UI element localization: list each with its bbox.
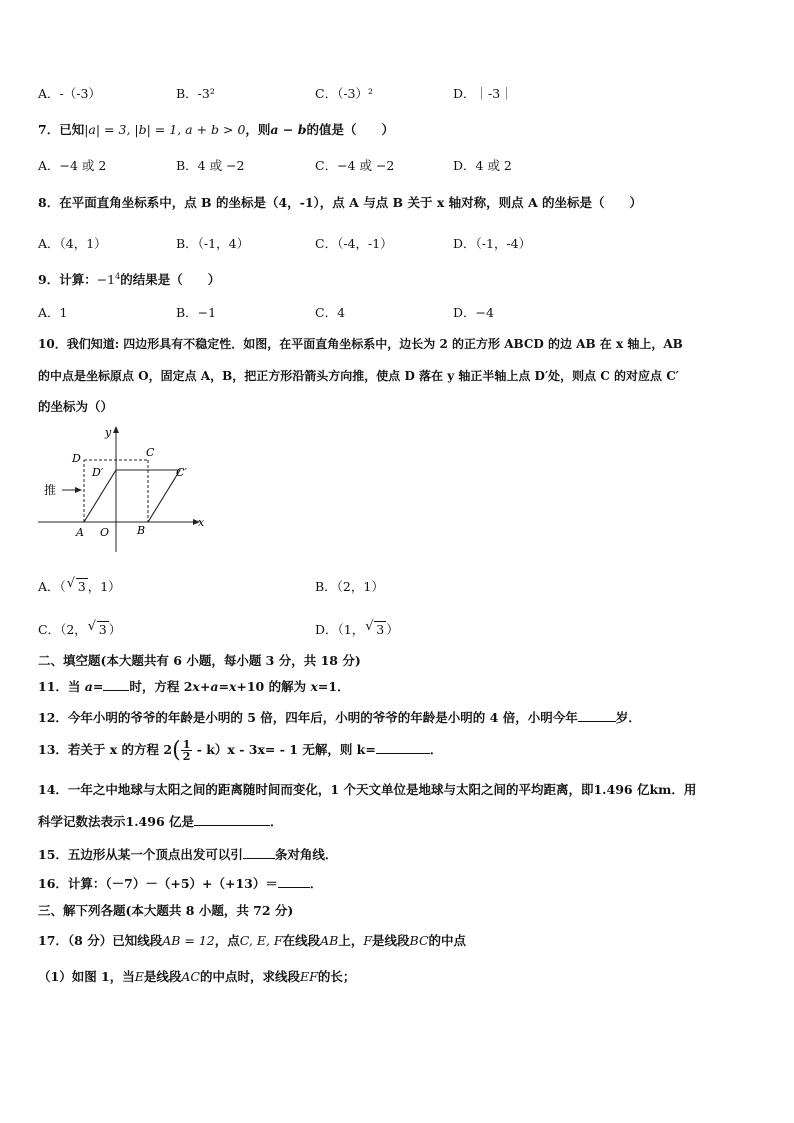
- question-8: 8．在平面直角坐标系中，点 B 的坐标是（4，-1），点 A 与点 B 关于 x 轴对称，则点 A 的坐标是（ ）: [38, 195, 643, 210]
- q11-text-2: =: [92, 679, 104, 694]
- q7-condition: |a| = 3, |b| = 1, a + b > 0: [84, 122, 246, 137]
- question-7: [38, 120, 394, 138]
- q17-1-suffix: 的长；: [317, 969, 356, 984]
- q7-option-d: D．4 或 2: [453, 158, 512, 173]
- q9-option-d: D．−4: [453, 305, 494, 320]
- q6-option-c: C．（-3）²: [315, 86, 374, 101]
- label-d-prime: D′: [92, 466, 104, 479]
- q15-blank[interactable]: [243, 846, 275, 859]
- label-d: D: [72, 452, 81, 465]
- q8-option-b: B．（-1，4）: [176, 236, 250, 251]
- question-14-line-2: [38, 812, 283, 830]
- label-c-prime: C′: [176, 466, 187, 479]
- q16-prefix: 16．计算：（－7）－（+5）+（+13）＝: [38, 876, 278, 891]
- question-10-line-3: 的坐标为（）: [38, 399, 114, 414]
- q9-option-a: A．1: [38, 305, 68, 320]
- section-3-heading: 三、解下列各题(本大题共 8 小题，共 72 分): [38, 903, 294, 918]
- question-17: [38, 931, 466, 949]
- q17-ab: AB = 12: [162, 933, 215, 948]
- q14-line2-prefix: 科学记数法表示1.496 亿是: [38, 814, 194, 829]
- q8-option-c: C．（-4，-1）: [315, 236, 393, 251]
- q10-option-a-prefix: A．（: [38, 579, 66, 594]
- q17-1-ef: EF: [300, 969, 318, 984]
- q11-text-1: 11．当: [38, 679, 85, 694]
- q9-suffix: 的结果是（ ）: [120, 272, 221, 287]
- q10-option-d-prefix: D．（1，: [315, 622, 365, 637]
- q6-option-a: A．-（-3）: [38, 86, 101, 101]
- q13-numerator: 1: [182, 738, 191, 751]
- q10-option-d-suffix: ）: [386, 622, 399, 637]
- question-12: [38, 708, 641, 726]
- q9-exponent: 4: [115, 271, 121, 281]
- q13-denominator: 2: [182, 750, 191, 763]
- label-y: y: [105, 426, 112, 439]
- q17-ab2: AB: [320, 933, 339, 948]
- q10-option-a: [38, 577, 121, 595]
- q13-mid: - k）x - 3x= - 1 无解，则 k=: [192, 742, 376, 757]
- q7-mid: ，则: [245, 122, 271, 137]
- q17-prefix: 17．（8 分）已知线段: [38, 933, 163, 948]
- q17-mid3: 上，: [338, 933, 364, 948]
- q7-option-b: B．4 或 −2: [176, 158, 245, 173]
- q17-1-mid2: 的中点时，求线段: [199, 969, 300, 984]
- y-axis-arrow: [113, 426, 119, 433]
- question-10-line-1: 10．我们知道: 四边形具有不稳定性．如图，在平面直角坐标系中，边长为 2 的正方形 ABCD 的边 AB 在 x 轴上，AB: [38, 337, 683, 351]
- q11-blank[interactable]: [103, 678, 129, 691]
- q11-text-7: =1．: [317, 679, 350, 694]
- question-15: [38, 845, 337, 863]
- push-arrow-head: [75, 487, 82, 493]
- q17-f: F: [363, 933, 373, 948]
- question-13: [38, 738, 442, 763]
- q8-option-d: D．（-1，-4）: [453, 236, 532, 251]
- q17-mid2: 在线段: [282, 933, 321, 948]
- q10-option-d-radical: √ 3: [374, 621, 386, 637]
- question-17-part-1: [38, 967, 355, 985]
- q9-option-c: C．4: [315, 305, 346, 320]
- question-11: [38, 677, 350, 695]
- q6-option-b: B．-3²: [176, 86, 215, 101]
- q15-prefix: 15．五边形从某一个顶点出发可以引: [38, 847, 243, 862]
- q11-var-a: a: [84, 679, 93, 694]
- q13-open-paren: (: [172, 738, 181, 763]
- q10-option-d: [315, 620, 399, 638]
- q15-suffix: 条对角线．: [274, 847, 338, 862]
- q12-suffix: 岁．: [615, 710, 641, 725]
- q10-option-c-radical: √ 3: [97, 621, 109, 637]
- q11-var-a2: a: [210, 679, 219, 694]
- label-c: C: [146, 446, 155, 459]
- q17-1-prefix: （1）如图 1，当: [38, 969, 135, 984]
- q13-suffix: ．: [429, 742, 443, 757]
- q13-prefix: 13．若关于 x 的方程 2: [38, 742, 173, 757]
- q7-expr: a − b: [270, 122, 307, 137]
- q16-blank[interactable]: [278, 875, 310, 888]
- label-b: B: [137, 524, 146, 537]
- q11-text-3: 时，方程 2: [129, 679, 193, 694]
- q6-option-d: D．｜-3｜: [453, 86, 513, 101]
- q9-expr: −1: [96, 272, 116, 287]
- q17-suffix: 的中点: [428, 933, 467, 948]
- question-16: [38, 874, 322, 892]
- q11-var-x1: x: [192, 679, 200, 694]
- q12-blank[interactable]: [578, 709, 616, 722]
- q10-figure: [36, 424, 206, 556]
- q10-option-c-prefix: C．（2，: [38, 622, 87, 637]
- q11-text-4: +: [199, 679, 211, 694]
- question-10-line-2: 的中点是坐标原点 O，固定点 A，B，把正方形沿箭头方向推，使点 D 落在 y 轴正半轴上点 D′处，则点 C 的对应点 C′: [38, 369, 679, 383]
- q10-option-c-suffix: ）: [108, 622, 122, 637]
- q17-1-ac: AC: [181, 969, 200, 984]
- q13-blank[interactable]: [376, 741, 430, 754]
- q11-var-x2: x: [228, 679, 237, 694]
- q11-text-6: +10 的解为: [236, 679, 311, 694]
- q17-points: C, E, F: [239, 933, 283, 948]
- q10-option-a-radical: √ 3: [76, 578, 88, 594]
- question-14-line-1: 14．一年之中地球与太阳之间的距离随时间而变化，1 个天文单位是地球与太阳之间的平均距离，即1.496 亿km．用: [38, 782, 697, 797]
- q9-option-b: B．−1: [176, 305, 217, 320]
- q17-mid1: ，点: [214, 933, 240, 948]
- q16-suffix: ．: [309, 876, 323, 891]
- label-a: A: [76, 526, 84, 539]
- q11-text-5: =: [218, 679, 229, 694]
- q12-text: 12．今年小明的爷爷的年龄是小明的 5 倍，四年后，小明的爷爷的年龄是小明的 4 倍，小明今年: [38, 710, 578, 725]
- label-o: O: [100, 526, 110, 539]
- q17-bc: BC: [409, 933, 429, 948]
- q10-option-c: [38, 620, 121, 638]
- q17-mid4: 是线段: [372, 933, 410, 948]
- q9-prefix: 9．计算：: [38, 272, 97, 287]
- label-push: 推: [44, 483, 57, 497]
- q7-suffix: 的值是（ ）: [306, 122, 394, 137]
- label-x: x: [198, 516, 205, 529]
- q17-1-e: E: [134, 969, 144, 984]
- section-2-heading: 二、填空题(本大题共有 6 小题，每小题 3 分，共 18 分): [38, 653, 361, 668]
- q13-fraction: [181, 739, 193, 762]
- q14-blank[interactable]: [194, 813, 270, 826]
- q11-var-x3: x: [310, 679, 318, 694]
- q7-option-a: A．−4 或 2: [38, 158, 107, 173]
- q7-option-c: C．−4 或 −2: [315, 158, 395, 173]
- q10-option-b: B．（2，1）: [315, 579, 384, 594]
- q14-line2-suffix: ．: [270, 814, 283, 829]
- question-9: [38, 270, 220, 288]
- q17-1-mid1: 是线段: [143, 969, 182, 984]
- q10-option-a-suffix: ，1）: [87, 579, 121, 594]
- q8-option-a: A．（4，1）: [38, 236, 107, 251]
- q7-prefix: 7．已知: [38, 122, 85, 137]
